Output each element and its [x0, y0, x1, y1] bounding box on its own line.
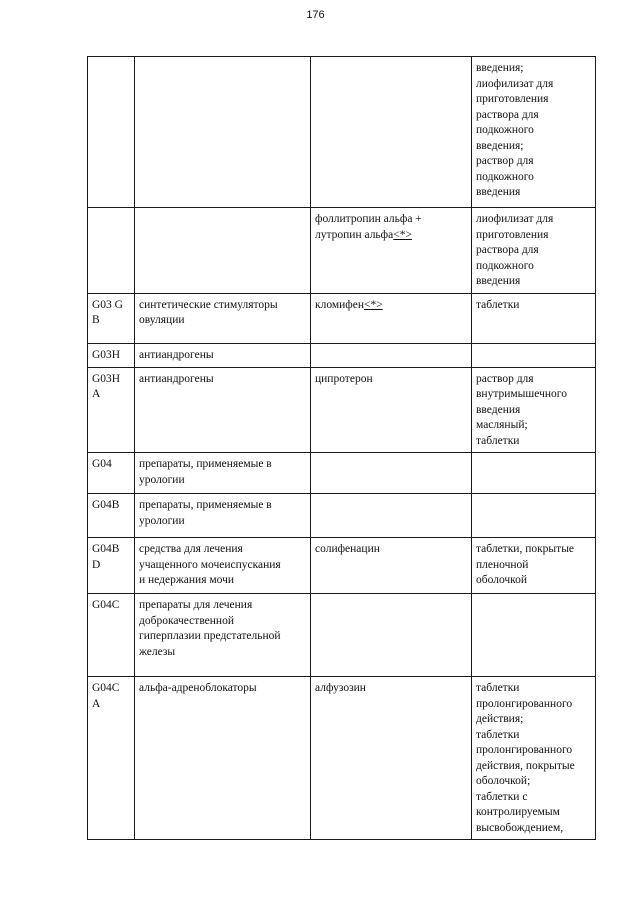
atc-code-cell — [88, 293, 135, 343]
dosage-forms-cell — [472, 343, 596, 367]
group-name-cell-text: препараты, применяемые в урологии — [139, 499, 272, 527]
table-row — [88, 57, 596, 208]
atc-code-cell-text: G03H — [92, 348, 121, 361]
group-name-cell — [135, 208, 311, 294]
table-row — [88, 453, 596, 494]
group-name-cell-text: синтетические стимуляторы овуляции — [139, 298, 278, 326]
table-row — [88, 538, 596, 594]
atc-code-cell — [88, 208, 135, 294]
drug-name-cell — [311, 293, 472, 343]
group-name-cell-text: препараты, применяемые в урологии — [139, 458, 272, 486]
group-name-cell — [135, 343, 311, 367]
group-name-cell — [135, 367, 311, 453]
group-name-cell — [135, 57, 311, 208]
atc-code-cell-text: G04B D — [92, 543, 120, 571]
dosage-forms-cell — [472, 453, 596, 494]
drug-name-cell-text: кломифен — [315, 298, 364, 311]
drug-name-cell-text: алфузозин — [315, 682, 366, 694]
atc-code-cell — [88, 453, 135, 494]
atc-code-cell — [88, 677, 135, 840]
dosage-forms-cell — [472, 494, 596, 538]
group-name-cell — [135, 677, 311, 840]
drug-name-cell — [311, 343, 472, 367]
drug-name-cell — [311, 677, 472, 840]
table-row — [88, 494, 596, 538]
atc-code-cell — [88, 343, 135, 367]
group-name-cell-text: антиандрогены — [139, 348, 214, 361]
drug-name-cell-text: ципротерон — [315, 372, 373, 385]
table-row — [88, 343, 596, 367]
dosage-forms-cell-text: лиофилизат для приготовления раствора для подкожного введения — [476, 213, 554, 287]
atc-code-cell — [88, 367, 135, 453]
atc-code-cell-text: G04C — [92, 599, 120, 611]
table-row — [88, 677, 596, 840]
atc-code-cell-text: G03H A — [92, 372, 121, 400]
footnote-reference: <*> — [364, 298, 383, 311]
drug-name-cell — [311, 57, 472, 208]
drug-name-cell-text: солифенацин — [315, 543, 380, 555]
atc-code-cell-text: G04C A — [92, 682, 120, 710]
drug-name-cell-text: фоллитропин альфа + лутропин альфа — [315, 213, 422, 241]
dosage-forms-cell — [472, 677, 596, 840]
dosage-forms-cell — [472, 208, 596, 294]
dosage-forms-cell — [472, 594, 596, 677]
dosage-forms-cell-text: таблетки, покрытые пленочной оболочкой — [476, 543, 575, 586]
dosage-forms-cell-text: таблетки — [476, 298, 520, 311]
drug-name-cell — [311, 453, 472, 494]
table-row — [88, 367, 596, 453]
group-name-cell — [135, 453, 311, 494]
atc-code-cell — [88, 494, 135, 538]
group-name-cell — [135, 538, 311, 594]
page-number: 176 — [306, 9, 325, 21]
dosage-forms-cell-text: раствор для внутримышечного введения масляный; таблетки — [476, 372, 567, 447]
dosage-forms-cell-text: введения; лиофилизат для приготовления раствора для подкожного введения; раствор для подкожного введения — [476, 62, 554, 198]
group-name-cell-text: антиандрогены — [139, 372, 214, 385]
drug-classification-table — [87, 56, 596, 840]
group-name-cell-text: альфа-адреноблокаторы — [139, 682, 257, 694]
atc-code-cell-text: G04 — [92, 458, 112, 470]
group-name-cell — [135, 293, 311, 343]
table-row — [88, 293, 596, 343]
dosage-forms-cell — [472, 293, 596, 343]
drug-name-cell — [311, 208, 472, 294]
group-name-cell-text: средства для лечения учащенного мочеиспускания и недержания мочи — [139, 543, 281, 586]
drug-name-cell — [311, 367, 472, 453]
dosage-forms-cell — [472, 538, 596, 594]
table-row — [88, 208, 596, 294]
dosage-forms-cell — [472, 57, 596, 208]
footnote-reference: <*> — [393, 228, 412, 241]
group-name-cell — [135, 494, 311, 538]
atc-code-cell — [88, 57, 135, 208]
drug-name-cell — [311, 494, 472, 538]
drug-name-cell — [311, 538, 472, 594]
atc-code-cell-text: G04B — [92, 499, 120, 511]
table-row — [88, 594, 596, 677]
atc-code-cell-text: G03 G B — [92, 298, 123, 326]
group-name-cell — [135, 594, 311, 677]
dosage-forms-cell — [472, 367, 596, 453]
dosage-forms-cell-text: таблетки пролонгированного действия; таблетки пролонгированного действия, покрытые оболочкой; таблетки с контролируемым высвобождением, — [476, 682, 575, 834]
atc-code-cell — [88, 538, 135, 594]
group-name-cell-text: препараты для лечения доброкачественной гиперплазии предстательной железы — [139, 599, 281, 658]
atc-code-cell — [88, 594, 135, 677]
drug-name-cell — [311, 594, 472, 677]
